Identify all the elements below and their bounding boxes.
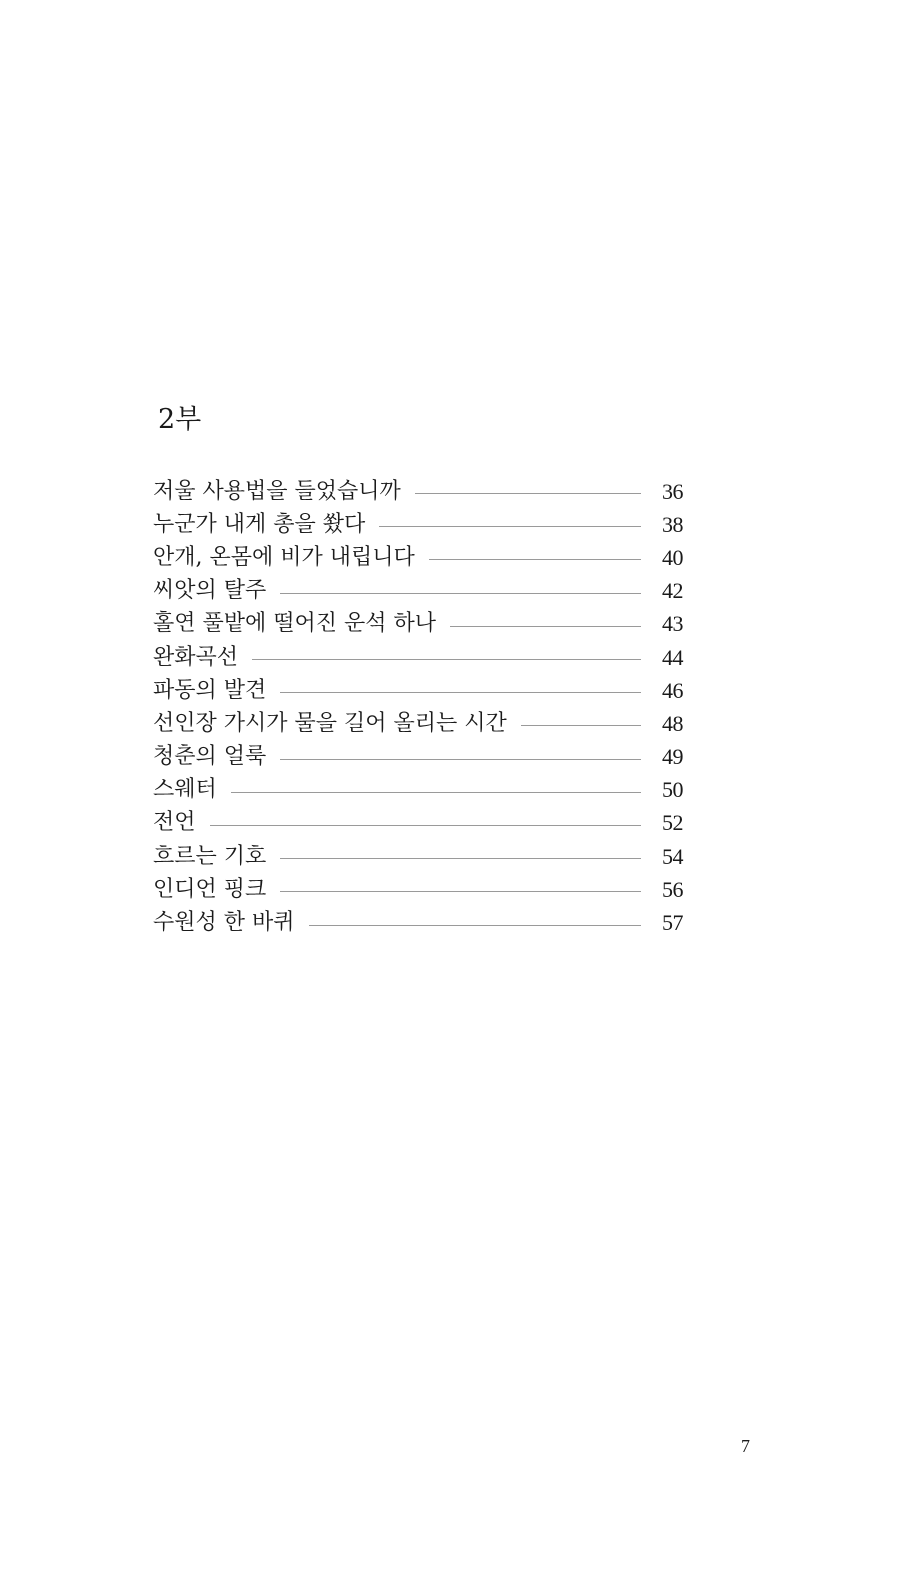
toc-leader-line	[231, 792, 641, 793]
page-number: 7	[741, 1436, 750, 1456]
toc-leader-line	[210, 825, 641, 826]
toc-leader-line	[521, 725, 641, 726]
toc-entry-title: 전언	[153, 810, 196, 836]
toc-entry-title: 누군가 내게 총을 쐈다	[153, 511, 366, 537]
toc-entry-page: 46	[662, 677, 683, 703]
toc-leader-line	[280, 593, 641, 594]
toc-entry-title: 홀연 풀밭에 떨어진 운석 하나	[153, 611, 436, 637]
toc-leader-line	[280, 759, 641, 760]
toc-entry-page: 36	[662, 478, 683, 504]
toc-entry-title: 수원성 한 바퀴	[153, 910, 295, 936]
toc-entry-page: 43	[662, 611, 683, 637]
toc-entry-title: 청춘의 얼룩	[153, 744, 267, 770]
toc-entry-title: 저울 사용법을 들었습니까	[153, 478, 401, 504]
toc-leader-line	[252, 659, 641, 660]
toc-entry-title: 스웨터	[153, 777, 217, 803]
toc-leader-line	[309, 925, 642, 926]
toc-entry	[153, 575, 683, 608]
toc-entry-title: 선인장 가시가 물을 길어 올리는 시간	[153, 710, 507, 736]
toc-entry	[153, 774, 683, 807]
toc-entry-page: 40	[662, 544, 683, 570]
toc-entry	[153, 674, 683, 707]
toc-entry-page: 49	[662, 744, 683, 770]
toc-entry-title: 완화곡선	[153, 644, 239, 670]
toc-leader-line	[379, 526, 641, 527]
toc-entry-page: 44	[662, 644, 683, 670]
toc-entry-title: 파동의 발견	[153, 677, 267, 703]
toc-entry	[153, 906, 683, 939]
toc-leader-line	[280, 891, 641, 892]
toc-entry-page: 48	[662, 710, 683, 736]
toc-leader-line	[450, 626, 641, 627]
toc-leader-line	[280, 858, 641, 859]
toc-entry	[153, 608, 683, 641]
toc-entry-page: 56	[662, 876, 683, 902]
toc-entry	[153, 741, 683, 774]
toc-entry-title: 씨앗의 탈주	[153, 578, 267, 604]
toc-entry	[153, 707, 683, 740]
toc-entry-page: 50	[662, 777, 683, 803]
toc-entry	[153, 508, 683, 541]
toc-entry-page: 52	[662, 810, 683, 836]
toc-entry	[153, 807, 683, 840]
toc-entry	[153, 641, 683, 674]
toc-leader-line	[429, 559, 641, 560]
toc-entry-page: 38	[662, 511, 683, 537]
table-of-contents	[153, 475, 683, 940]
toc-entry-page: 57	[662, 910, 683, 936]
toc-entry	[153, 541, 683, 574]
part-title: 2부	[158, 404, 202, 435]
toc-leader-line	[415, 493, 641, 494]
toc-entry-title: 흐르는 기호	[153, 843, 267, 869]
toc-entry	[153, 475, 683, 508]
toc-entry	[153, 840, 683, 873]
toc-entry-title: 안개, 온몸에 비가 내립니다	[153, 544, 415, 570]
toc-leader-line	[280, 692, 641, 693]
toc-entry-page: 42	[662, 578, 683, 604]
toc-entry-title: 인디언 핑크	[153, 876, 267, 902]
toc-entry	[153, 873, 683, 906]
toc-entry-page: 54	[662, 843, 683, 869]
